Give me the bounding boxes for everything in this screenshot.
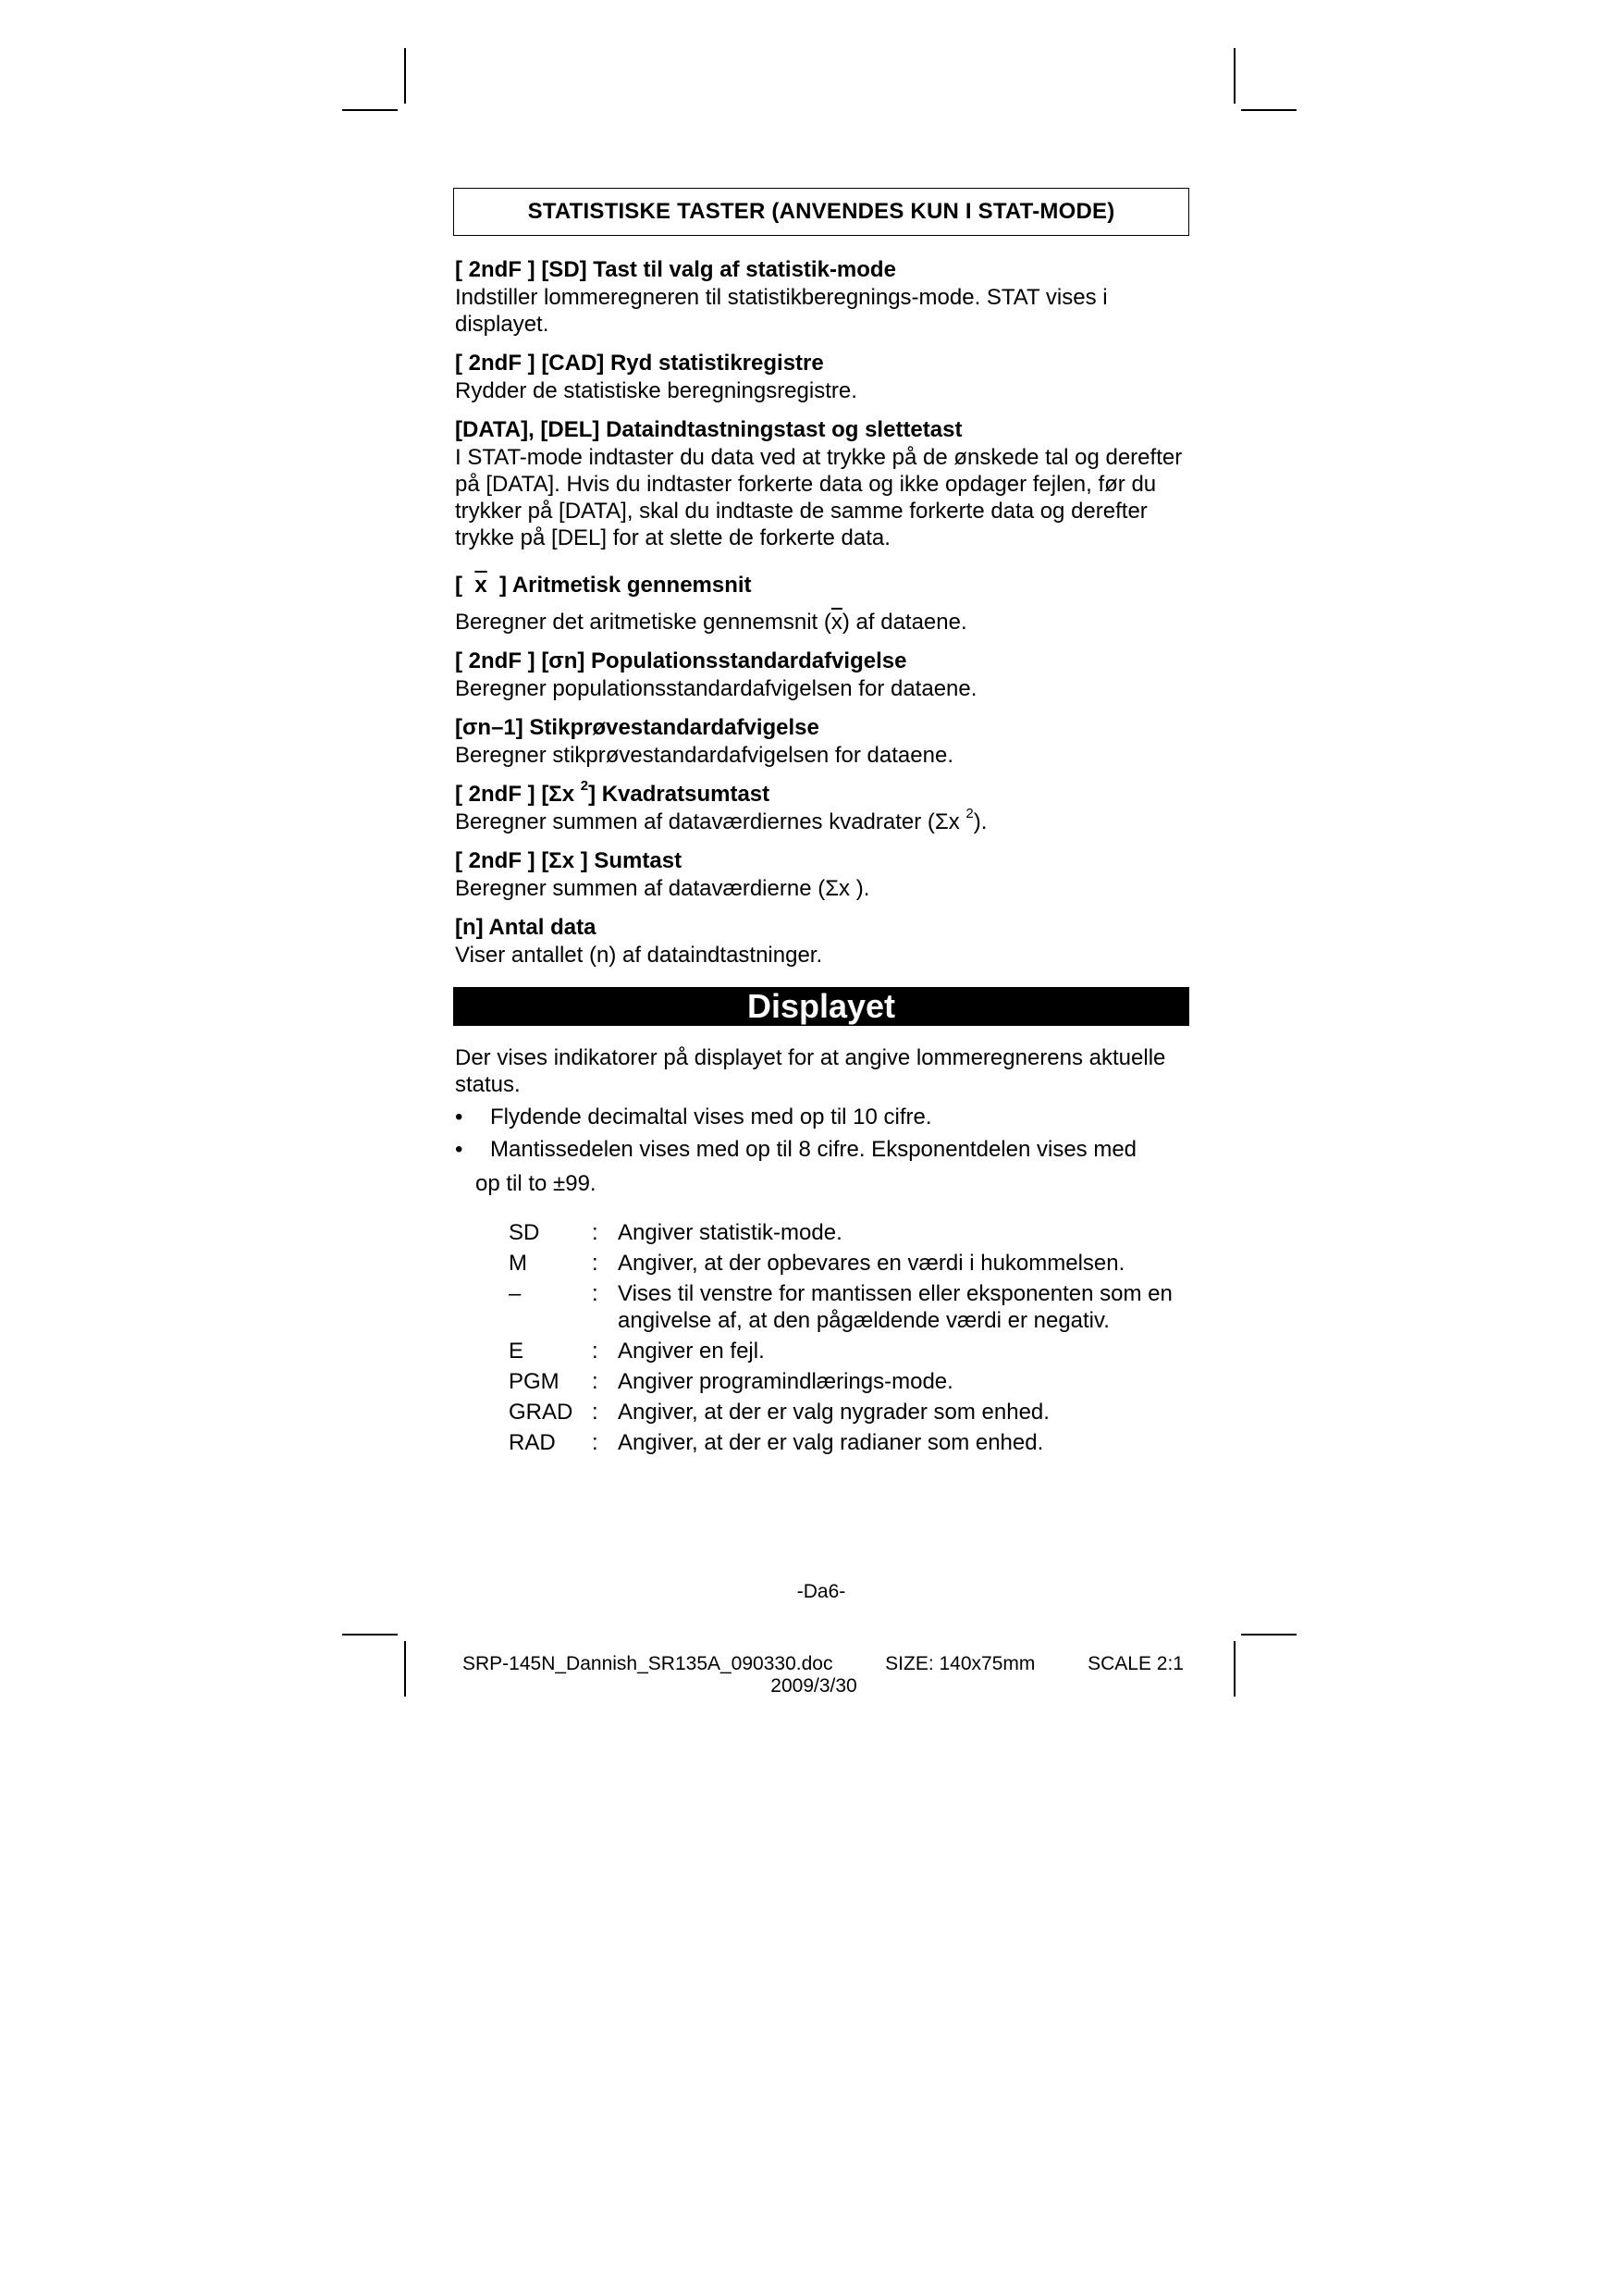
crop-mark-bottom-left-h [342,1634,398,1636]
entry-description: Beregner summen af dataværdierne (Σx ). [455,876,870,901]
crop-mark-top-left-h [342,109,398,111]
indicator-code: E [509,1339,524,1364]
entry-description: Beregner stikprøvestandardafvigelsen for dataene. [455,743,953,768]
entry-population-sd [455,648,1189,702]
bullet-list [455,1104,1189,1197]
entry-count [455,914,1189,969]
footer-row [462,1653,1184,1675]
crop-mark-bottom-right-v [1234,1641,1236,1697]
entry-sum [455,847,1189,902]
entry-heading [455,778,1189,809]
entry-description: I STAT-mode indtaster du data ved at trykke på de ønskede tal og derefter på [DATA]. Hvis du indtaster forkerte data og ikke opdager fejlen, før du trykker på [DATA], skal du indtaste de samme forkerte data og derefter trykke på [DEL] for at slette de forkerte data. [455,445,1183,550]
entry-heading: [ 2ndF ] [σn] Populationsstandardafvigelse [455,648,907,673]
list-item [455,1136,1189,1197]
table-row [509,1280,1189,1334]
entry-description: Beregner populationsstandardafvigelsen for dataene. [455,676,977,701]
crop-mark-top-left-v [404,48,406,104]
entry-sd-mode [455,256,1189,338]
bullet-text [475,1136,1189,1197]
heading-text-before: [ 2ndF ] [Σx [455,782,575,807]
entry-heading: [ 2ndF ] [SD] Tast til valg af statistik-mode [455,257,896,282]
x-bar-symbol: $\overline{x}$ [830,610,842,635]
entry-heading: [n] Antal data [455,915,596,940]
table-row [509,1219,1189,1246]
table-row [509,1368,1189,1395]
indicator-description: Angiver, at der er valg radianer som enhed. [618,1430,1044,1455]
print-footer [462,1653,1184,1697]
bullet-text-line: Mantissedelen vises med op til 8 cifre. Eksponentdelen vises med [490,1137,1137,1162]
bullet-text: Flydende decimaltal vises med op til 10 cifre. [490,1105,932,1129]
bullet-icon: • [455,1137,463,1162]
separator: : [592,1369,598,1394]
x-bar-symbol: $\overline{x}$ [474,573,487,598]
superscript: 2 [580,778,589,794]
indicator-code: RAD [509,1430,556,1455]
stat-keys-list [455,256,1189,969]
indicator-code: GRAD [509,1400,573,1425]
display-intro: Der vises indikatorer på displayet for at angive lommeregnerens aktuelle status. [455,1045,1166,1097]
separator: : [592,1281,598,1306]
crop-mark-top-right-h [1241,109,1297,111]
footer-filename: SRP-145N_Dannish_SR135A_090330.doc [462,1653,833,1674]
entry-data-del [455,416,1189,551]
desc-text-before: Beregner summen af dataværdiernes kvadrater (Σx [455,809,960,834]
entry-heading-text: ] Aritmetisk gennemsnit [499,573,752,598]
entry-description: Viser antallet (n) af dataindtastninger. [455,943,823,968]
footer-scale: SCALE 2:1 [1088,1653,1184,1674]
indicator-description: Angiver statistik-mode. [618,1220,842,1245]
crop-mark-bottom-right-h [1241,1634,1297,1636]
desc-text-before: Beregner det aritmetiske gennemsnit ( [455,610,831,635]
footer-size: SIZE: 140x75mm [885,1653,1036,1674]
separator: : [592,1400,598,1425]
entry-description [455,806,1189,835]
table-row [509,1399,1189,1426]
manual-page [453,188,1189,1460]
section-title: STATISTISKE TASTER (ANVENDES KUN I STAT-MODE) [453,188,1189,236]
crop-mark-bottom-left-v [404,1641,406,1697]
entry-description [455,609,1189,636]
separator: : [592,1430,598,1455]
indicator-description: Angiver, at der er valg nygrader som enhed. [618,1400,1050,1425]
bracket-open: [ [455,573,462,598]
entry-heading: [ 2ndF ] [Σx ] Sumtast [455,848,682,873]
entry-heading: [σn–1] Stikprøvestandardafvigelse [455,715,819,740]
footer-date: 2009/3/30 [770,1675,857,1697]
entry-heading: [ 2ndF ] [CAD] Ryd statistikregistre [455,351,824,376]
indicator-description: Vises til venstre for mantissen eller eksponenten som en angivelse af, at den pågældende værdi er negativ. [618,1281,1173,1333]
entry-description: Rydder de statistiske beregningsregistre. [455,378,857,403]
indicator-description: Angiver en fejl. [618,1339,765,1364]
table-row [509,1429,1189,1456]
display-heading: Displayet [453,987,1189,1026]
crop-mark-top-right-v [1234,48,1236,104]
entry-mean [455,572,1189,636]
bullet-text-line: op til to ±99. [475,1171,596,1196]
indicator-description: Angiver, at der opbevares en værdi i hukommelsen. [618,1251,1125,1276]
entry-description: Indstiller lommeregneren til statistikberegnings-mode. STAT vises i displayet. [455,285,1108,337]
page-number: -Da6- [796,1581,846,1602]
desc-text-after: ) af dataene. [842,610,967,635]
bullet-icon: • [455,1105,463,1129]
separator: : [592,1339,598,1364]
entry-cad [455,350,1189,404]
indicator-description: Angiver programindlærings-mode. [618,1369,953,1394]
list-item [455,1104,1189,1130]
entry-heading [455,572,1189,599]
indicator-table [509,1219,1189,1456]
desc-text-after: ). [973,809,988,834]
heading-text-after: ] Kvadratsumtast [588,782,770,807]
separator: : [592,1251,598,1276]
entry-sum-of-squares [455,778,1189,835]
entry-sample-sd [455,714,1189,769]
superscript: 2 [965,806,974,821]
entry-heading: [DATA], [DEL] Dataindtastningstast og slettetast [455,417,963,442]
indicator-code: PGM [509,1369,559,1394]
indicator-code: M [509,1251,527,1276]
table-row [509,1250,1189,1277]
table-row [509,1338,1189,1364]
indicator-code: – [509,1281,522,1306]
separator: : [592,1220,598,1245]
indicator-code: SD [509,1220,540,1245]
